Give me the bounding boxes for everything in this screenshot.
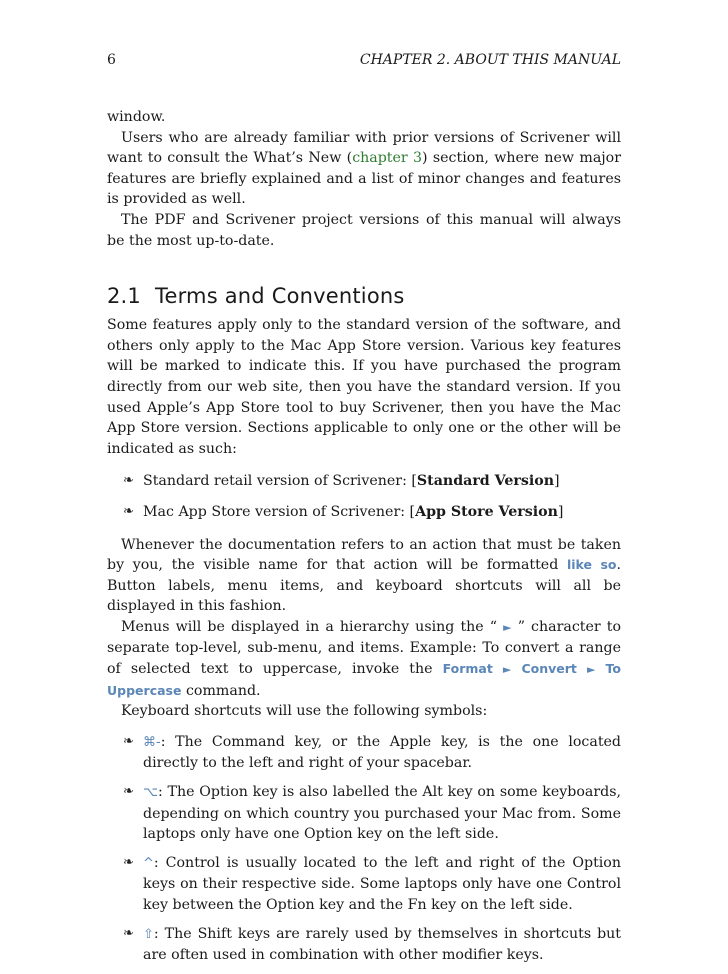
standard-version-tag: Standard Version xyxy=(416,473,555,490)
text-run: Whenever the documentation refers to an action that must be taken by you, the visible name for that action will be formatted xyxy=(107,536,621,574)
text-run: Menus will be displayed in a hierarchy using the “ xyxy=(121,618,504,635)
fleuron-icon: ❧ xyxy=(123,784,134,800)
list-item xyxy=(123,502,621,523)
menu-separator-icon: ► xyxy=(503,620,512,634)
text-run: Users who are already familiar with prior versions of Scrivener will want to consult the What’s New ( xyxy=(107,129,621,167)
paragraph-versions-intro: Some features apply only to the standard version of the software, and others only apply to the Mac App Store version. Various key features will be marked to indicate this. If you have purchased the program directly from our web site, then you have the standard version. If you used Apple’s App Store tool to buy Scrivener, then you have the Mac App Store version. Sections applicable to only one or the other will be indicated as such: xyxy=(107,317,621,457)
chapter-title: CHAPTER 2. ABOUT THIS MANUAL xyxy=(359,52,621,68)
paragraph-window: window. xyxy=(107,109,166,125)
option-key-icon: ⌥ xyxy=(143,785,158,801)
menu-separator-icon: ► xyxy=(586,663,596,677)
menu-to-uppercase: To Uppercase xyxy=(107,661,621,698)
fleuron-icon: ❧ xyxy=(123,733,134,749)
section-title: Terms and Conventions xyxy=(155,284,405,309)
app-store-version-tag: App Store Version xyxy=(415,503,558,520)
paragraph-actions xyxy=(107,535,621,617)
bracket: ] xyxy=(554,473,560,490)
text-run: ) section, where new major features are briefly explained and a list of minor changes and features is provided as well. xyxy=(107,150,621,208)
text-run: command. xyxy=(181,682,261,699)
section-heading xyxy=(107,283,621,309)
bracket: ] xyxy=(557,503,564,520)
paragraph-whats-new xyxy=(107,128,621,210)
fleuron-icon: ❧ xyxy=(123,473,134,489)
chapter-3-link[interactable]: chapter 3 xyxy=(352,150,423,167)
list-item-text: : Control is usually located to the left and right of the Option keys on their respective side. Some laptops only have one Control key between the Option key and the Fn key on the left side. xyxy=(143,854,621,913)
shift-key-icon: ⇧ xyxy=(143,926,154,942)
fleuron-icon: ❧ xyxy=(123,925,134,941)
paragraph-keyboard-intro: Keyboard shortcuts will use the following symbols: xyxy=(121,703,488,720)
menu-convert: Convert xyxy=(521,661,577,677)
list-item xyxy=(123,924,621,966)
text-run: ” character to separate top-level, sub-menu, and items. Example: To convert a range of selected text to uppercase, invoke the xyxy=(107,618,621,678)
menu-format: Format xyxy=(442,661,493,677)
list-item-text: Mac App Store version of Scrivener: [ xyxy=(143,503,416,520)
paragraph-pdf-versions: The PDF and Scrivener project versions of this manual will always be the most up-to-date. xyxy=(107,211,621,249)
command-key-icon: ⌘- xyxy=(143,734,161,750)
text-run: . Button labels, menu items, and keyboard shortcuts will all be displayed in this fashion. xyxy=(107,557,621,615)
like-so-example: like so xyxy=(566,557,617,573)
version-list xyxy=(107,471,621,522)
control-key-icon: ^ xyxy=(143,855,154,871)
page-body xyxy=(107,107,621,974)
key-symbol-list xyxy=(107,732,621,966)
list-item xyxy=(123,471,621,492)
list-item-text: : The Command key, or the Apple key, is the one located directly to the left and right of your spacebar. xyxy=(143,733,621,772)
page-number: 6 xyxy=(107,52,116,68)
list-item-text: : The Shift keys are rarely used by themselves in shortcuts but are often used in combination with other modifier keys. xyxy=(143,925,621,964)
list-item xyxy=(123,782,621,845)
list-item xyxy=(123,853,621,916)
list-item-text: Standard retail version of Scrivener: [ xyxy=(143,473,417,490)
paragraph-menus xyxy=(107,617,621,701)
list-item-text: : The Option key is also labelled the Alt key on some keyboards, depending on which country you purchased your Mac from. Some laptops only have one Option key on the left side. xyxy=(143,784,621,843)
menu-separator-icon: ► xyxy=(502,663,512,677)
list-item xyxy=(123,732,621,774)
fleuron-icon: ❧ xyxy=(123,503,134,519)
section-number: 2.1 xyxy=(107,284,141,309)
fleuron-icon: ❧ xyxy=(123,854,134,870)
running-header xyxy=(107,52,621,72)
